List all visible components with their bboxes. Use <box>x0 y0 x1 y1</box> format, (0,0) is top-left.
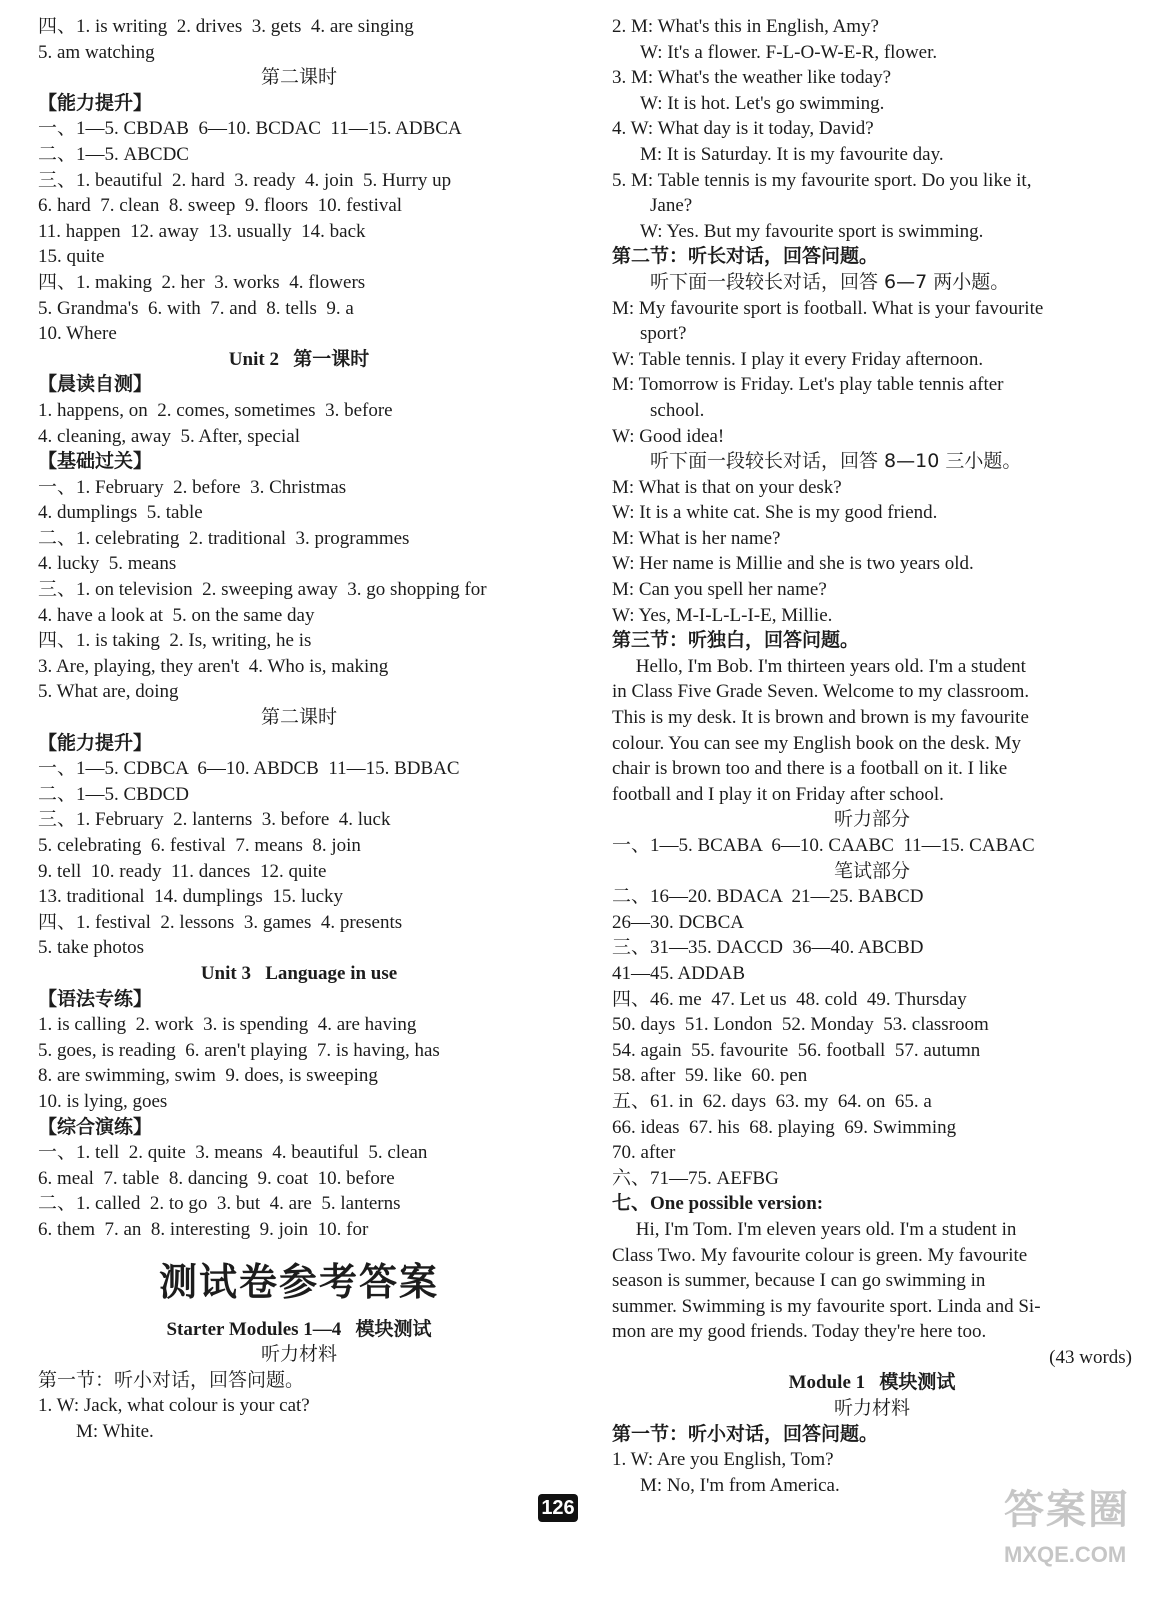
answer-line: 听力材料 <box>833 1397 910 1420</box>
answer-line: 四、1. is taking 2. Is, writing, he is <box>38 630 312 652</box>
answer-line: 【综合演练】 <box>38 1115 153 1138</box>
answer-line: 一、1—5. CDBCA 6—10. ABDCB 11—15. BDBAC <box>38 758 460 780</box>
answer-line: 第一节：听小对话，回答问题。 <box>612 1422 879 1445</box>
answer-line: 【能力提升】 <box>38 91 153 114</box>
answer-line: Starter Modules 1—4 模块测试 <box>166 1318 432 1340</box>
answer-line: 4. cleaning, away 5. After, special <box>38 425 300 447</box>
answer-line: Jane? <box>650 195 693 217</box>
answer-line: M: What is that on your desk? <box>612 476 842 498</box>
answer-line: Hi, I'm Tom. I'm eleven years old. I'm a student in <box>612 1218 1017 1240</box>
answer-line: 四、1. festival 2. lessons 3. games 4. presents <box>38 911 403 933</box>
answer-line: 8. are swimming, swim 9. does, is sweeping <box>38 1065 378 1087</box>
left-column <box>38 14 560 1444</box>
answer-line: 10. is lying, goes <box>38 1090 168 1112</box>
answer-line: in Class Five Grade Seven. Welcome to my classroom. <box>612 681 1030 703</box>
answer-line: 15. quite <box>38 246 105 268</box>
answer-line: 听下面一段较长对话，回答 8—10 三小题。 <box>650 450 1022 473</box>
answer-line: 三、1. on television 2. sweeping away 3. go shopping for <box>38 579 487 601</box>
answer-line: 第一节：听小对话，回答问题。 <box>38 1368 305 1391</box>
answer-line: 3. Are, playing, they aren't 4. Who is, making <box>38 655 389 677</box>
answer-line: season is summer, because I can go swimming in <box>612 1270 986 1292</box>
answer-line: W: It is hot. Let's go swimming. <box>640 92 885 114</box>
answer-line: 听力部分 <box>833 808 910 831</box>
answer-line: 第二课时 <box>260 706 337 729</box>
answer-line: 13. traditional 14. dumplings 15. lucky <box>38 886 344 908</box>
answer-line: chair is brown too and there is a football on it. I like <box>612 758 1008 780</box>
answer-line: W: Yes, M-I-L-L-I-E, Millie. <box>612 604 833 626</box>
answer-line: 2. M: What's this in English, Amy? <box>612 16 879 37</box>
answer-line: 4. have a look at 5. on the same day <box>38 604 315 626</box>
answer-line: 二、1—5. CBDCD <box>38 783 189 805</box>
answer-line: M: White. <box>76 1420 154 1442</box>
answer-line: 70. after <box>612 1142 676 1164</box>
answer-line: 【能力提升】 <box>38 731 153 754</box>
answer-line: 58. after 59. like 60. pen <box>612 1065 808 1087</box>
answer-line: 四、1. is writing 2. drives 3. gets 4. are singing <box>38 16 414 37</box>
watermark-text: 答案圈 <box>1004 1487 1130 1533</box>
answer-line: 一、1. tell 2. quite 3. means 4. beautiful 5. clean <box>38 1142 428 1164</box>
answer-line: mon are my good friends. Today they're here too. <box>612 1321 987 1343</box>
answer-line: W: Good idea! <box>612 425 725 447</box>
answer-line: 4. dumplings 5. table <box>38 502 203 524</box>
answer-line: Class Two. My favourite colour is green. My favourite <box>612 1244 1028 1266</box>
answer-line: 5. Grandma's 6. with 7. and 8. tells 9. a <box>38 297 354 319</box>
answer-line: 六、71—75. AEFBG <box>612 1167 779 1189</box>
page-number: 126 <box>538 1494 578 1522</box>
answer-line: 10. Where <box>38 323 117 345</box>
answer-line: 4. W: What day is it today, David? <box>612 118 874 140</box>
answer-line: colour. You can see my English book on the desk. My <box>612 732 1022 754</box>
answer-line: 50. days 51. London 52. Monday 53. classroom <box>612 1014 989 1036</box>
answer-line: (43 words) <box>1049 1346 1132 1368</box>
answer-line: school. <box>650 399 705 421</box>
answer-line: 26—30. DCBCA <box>612 911 744 933</box>
answer-line: 1. W: Jack, what colour is your cat? <box>38 1395 310 1417</box>
answer-line: 1. is calling 2. work 3. is spending 4. are having <box>38 1014 417 1036</box>
watermark-url: MXQE.COM <box>1004 1542 1127 1567</box>
answer-line: M: My favourite sport is football. What is your favourite <box>612 297 1044 319</box>
answer-line: M: Tomorrow is Friday. Let's play table tennis after <box>612 374 1004 396</box>
answer-line: M: Can you spell her name? <box>612 579 827 601</box>
answer-line: football and I play it on Friday after school. <box>612 783 944 805</box>
answer-line: 54. again 55. favourite 56. football 57. autumn <box>612 1039 981 1061</box>
answer-line: Unit 2 第一课时 <box>228 348 370 370</box>
answer-line: 二、1—5. ABCDC <box>38 143 189 165</box>
answer-line: W: It is a white cat. She is my good friend. <box>612 502 938 524</box>
answer-line: 听下面一段较长对话，回答 6—7 两小题。 <box>650 270 1010 293</box>
answer-line: 【晨读自测】 <box>38 373 153 396</box>
answer-line: 第二课时 <box>260 66 337 89</box>
answer-line: 二、1. celebrating 2. traditional 3. programmes <box>38 527 410 549</box>
answer-line: Module 1 模块测试 <box>788 1372 956 1394</box>
answer-line: 二、1. called 2. to go 3. but 4. are 5. lanterns <box>38 1193 401 1215</box>
answer-line: 66. ideas 67. his 68. playing 69. Swimming <box>612 1116 957 1138</box>
answer-line: 9. tell 10. ready 11. dances 12. quite <box>38 860 327 882</box>
answer-line: 一、1—5. CBDAB 6—10. BCDAC 11—15. ADBCA <box>38 118 462 140</box>
answer-line: 6. hard 7. clean 8. sweep 9. floors 10. festival <box>38 195 403 217</box>
answer-line: Unit 3 Language in use <box>200 962 398 984</box>
answer-line: 五、61. in 62. days 63. my 64. on 65. a <box>612 1090 932 1112</box>
answer-line: 5. take photos <box>38 937 145 959</box>
answer-line: This is my desk. It is brown and brown is my favourite <box>612 707 1029 729</box>
answer-line: 听力材料 <box>260 1343 337 1366</box>
answer-line: 三、1. February 2. lanterns 3. before 4. luck <box>38 809 391 831</box>
answer-line: W: Yes. But my favourite sport is swimming. <box>640 220 984 242</box>
answer-line: 1. W: Are you English, Tom? <box>612 1449 834 1471</box>
answer-line: 5. M: Table tennis is my favourite sport. Do you like it, <box>612 169 1032 191</box>
answer-line: 一、1—5. BCABA 6—10. CAABC 11—15. CABAC <box>612 835 1035 856</box>
answer-line: 41—45. ADDAB <box>612 962 746 984</box>
answer-line: 5. goes, is reading 6. aren't playing 7. is having, has <box>38 1039 440 1061</box>
answer-line: 5. am watching <box>38 41 155 63</box>
right-column <box>612 14 1132 1498</box>
answer-line: 【基础过关】 <box>38 450 153 473</box>
watermark-logo <box>1004 1480 1154 1590</box>
section-title: 测试卷参考答案 <box>158 1258 439 1304</box>
answer-line: W: Her name is Millie and she is two years old. <box>612 553 974 575</box>
answer-line: 【语法专练】 <box>38 987 153 1010</box>
answer-line: 一、1. February 2. before 3. Christmas <box>38 476 347 498</box>
answer-line: summer. Swimming is my favourite sport. Linda and Si- <box>612 1295 1041 1317</box>
answer-line: 6. them 7. an 8. interesting 9. join 10. for <box>38 1218 369 1240</box>
answer-line: 二、16—20. BDACA 21—25. BABCD <box>612 886 924 908</box>
answer-line: 11. happen 12. away 13. usually 14. back <box>38 220 366 242</box>
answer-line: 三、1. beautiful 2. hard 3. ready 4. join 5. Hurry up <box>38 169 452 191</box>
answer-line: 3. M: What's the weather like today? <box>612 67 892 89</box>
answer-line: 四、46. me 47. Let us 48. cold 49. Thursday <box>612 988 967 1010</box>
answer-line: W: It's a flower. F-L-O-W-E-R, flower. <box>640 41 938 63</box>
answer-line: 5. What are, doing <box>38 681 179 703</box>
answer-line: 5. celebrating 6. festival 7. means 8. join <box>38 835 361 856</box>
answer-line: sport? <box>640 323 687 345</box>
answer-line: M: No, I'm from America. <box>640 1474 840 1496</box>
answer-line: 第三节：听独白，回答问题。 <box>612 629 860 652</box>
answer-line: 笔试部分 <box>833 859 910 882</box>
answer-line: 四、1. making 2. her 3. works 4. flowers <box>38 271 366 293</box>
answer-line: M: What is her name? <box>612 527 781 549</box>
answer-line: 6. meal 7. table 8. dancing 9. coat 10. before <box>38 1167 395 1189</box>
answer-line: 4. lucky 5. means <box>38 553 177 575</box>
answer-line: 三、31—35. DACCD 36—40. ABCBD <box>612 937 924 959</box>
answer-line: 1. happens, on 2. comes, sometimes 3. before <box>38 399 393 421</box>
answer-line: 七、One possible version: <box>612 1193 824 1215</box>
answer-line: W: Table tennis. I play it every Friday afternoon. <box>612 348 984 370</box>
answer-line: Hello, I'm Bob. I'm thirteen years old. I'm a student <box>612 655 1026 677</box>
answer-line: M: It is Saturday. It is my favourite day. <box>640 143 944 165</box>
answer-line: 第二节：听长对话，回答问题。 <box>612 245 879 268</box>
